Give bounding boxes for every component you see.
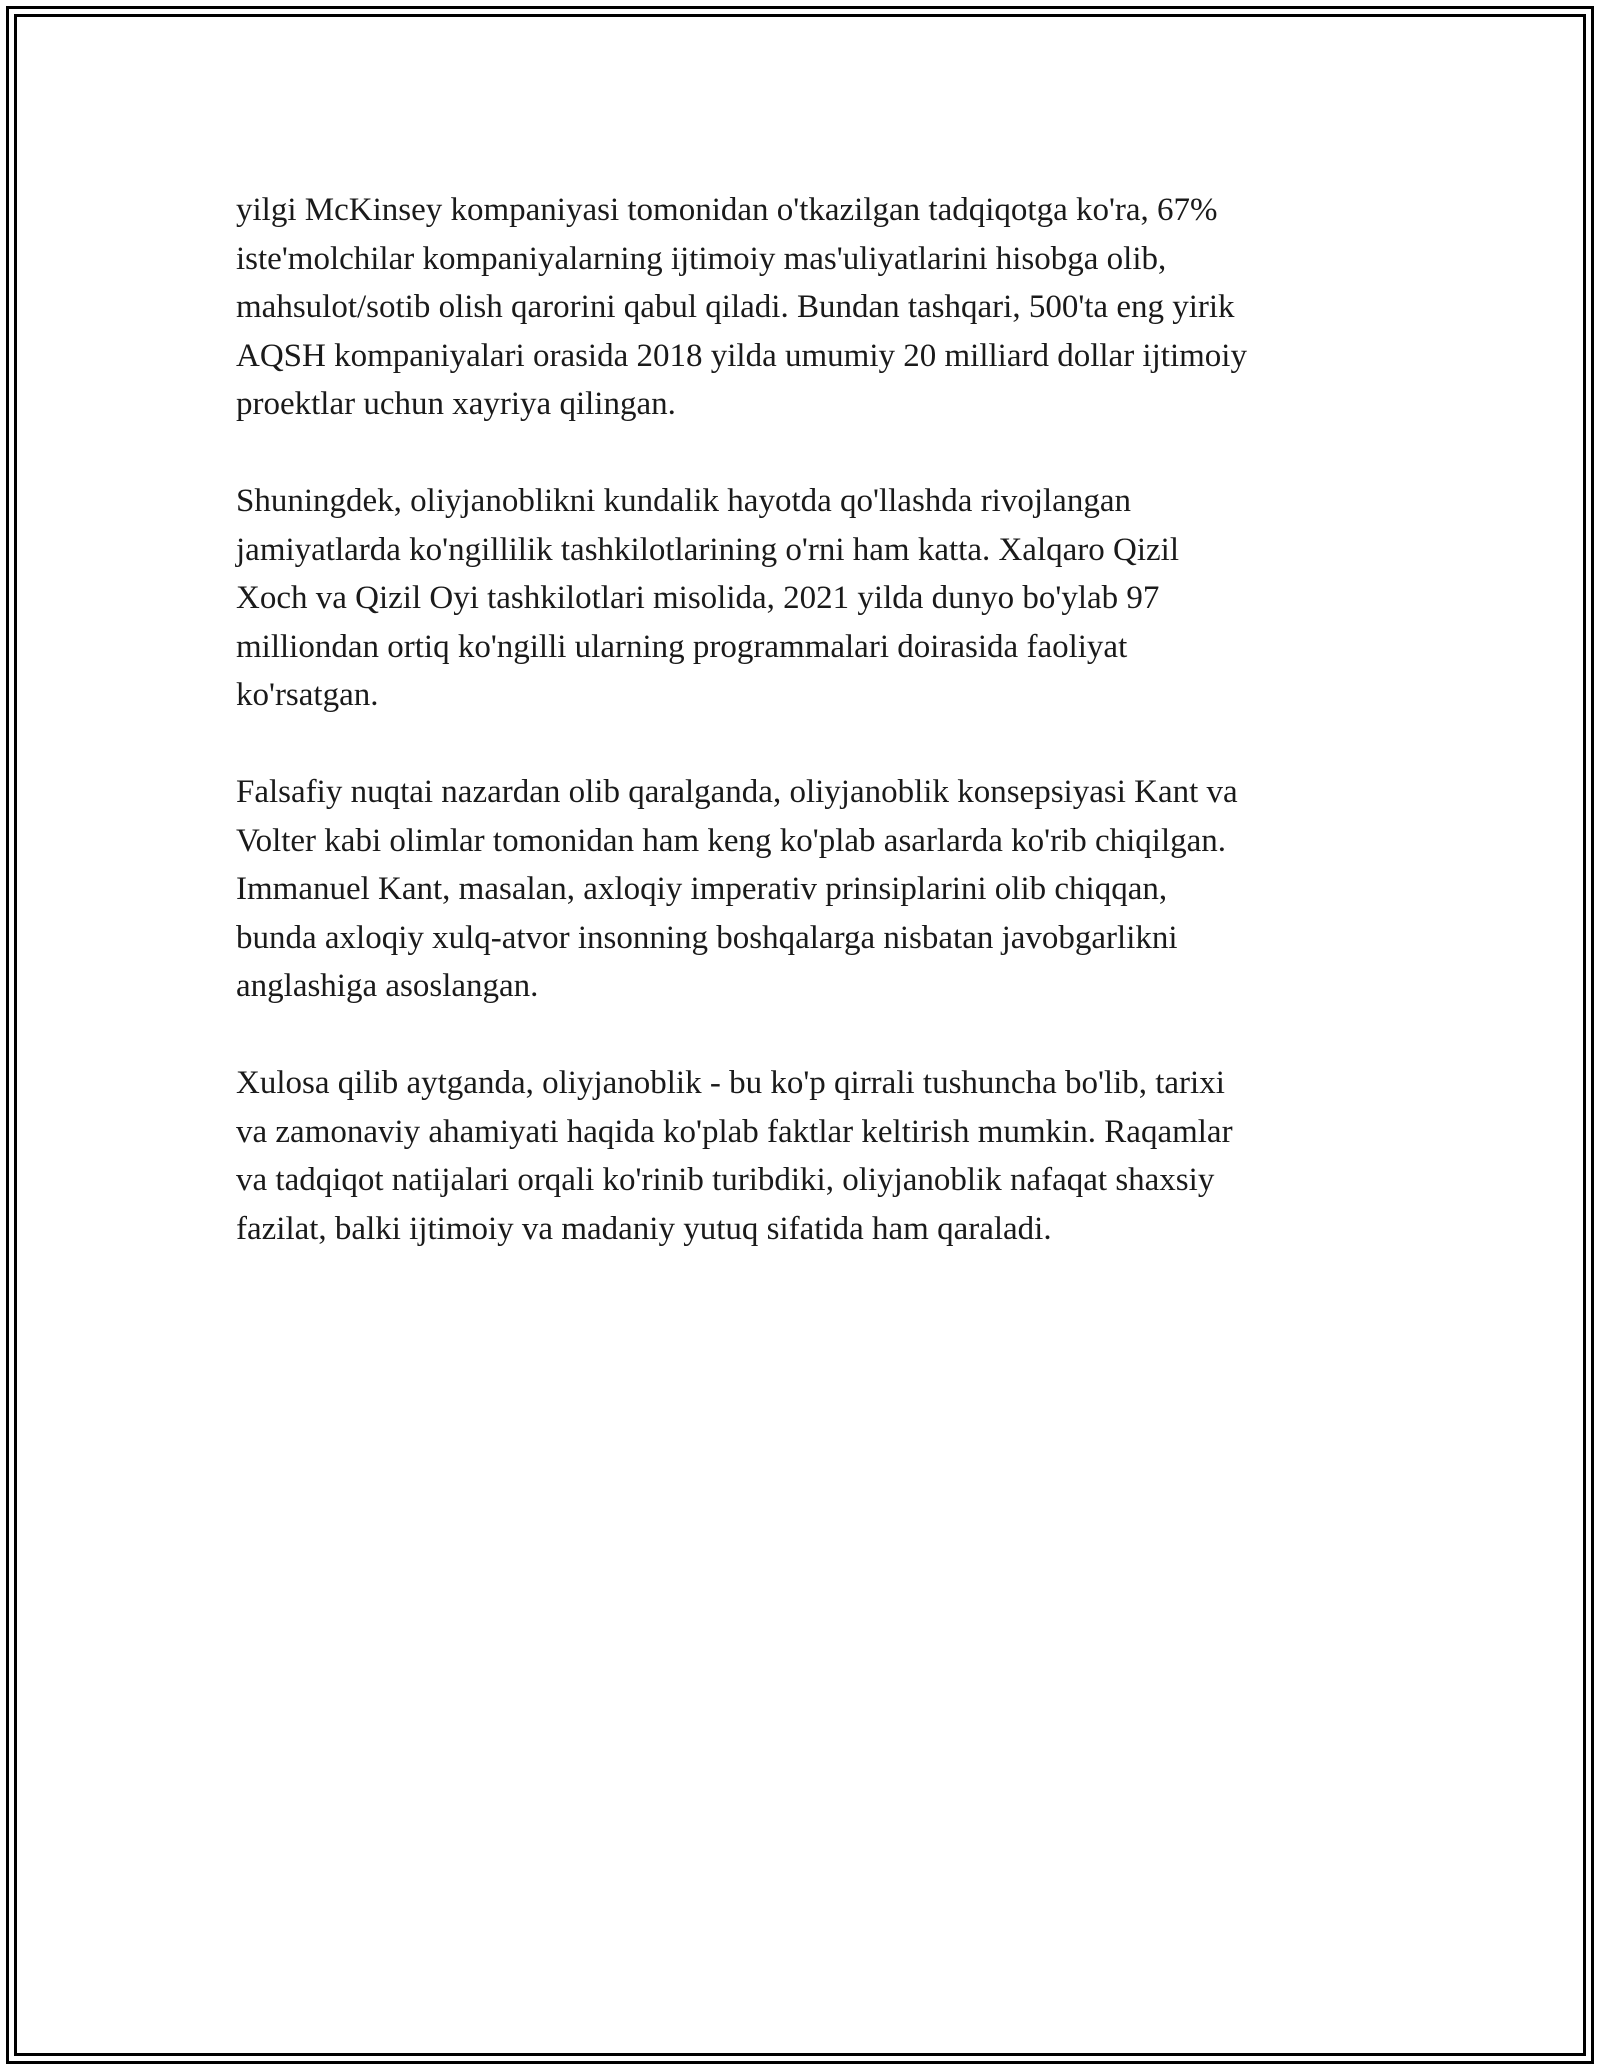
text-line: proektlar uchun xayriya qilingan. [236, 386, 676, 422]
text-line: Volter kabi olimlar tomonidan ham keng ko'plab asarlarda ko'rib chiqilgan. [236, 822, 1227, 859]
text-line: bunda axloqiy xulq-atvor insonning boshqalarga nisbatan javobgarlikni [236, 919, 1178, 956]
text-line: va tadqiqot natijalari orqali ko'rinib turibdiki, oliyjanoblik nafaqat shaxsiy [236, 1162, 1215, 1198]
text-line: Falsafiy nuqtai nazardan olib qaralganda, oliyjanoblik konsepsiyasi Kant va [236, 774, 1238, 810]
paragraph-1 [236, 186, 1386, 429]
text-line: iste'molchilar kompaniyalarning ijtimoiy mas'uliyatlarini hisobga olib, [236, 240, 1167, 277]
text-line: Immanuel Kant, masalan, axloqiy imperativ prinsiplarini olib chiqqan, [236, 871, 1168, 907]
text-line: anglashiga asoslangan. [236, 968, 539, 1004]
paragraph-4 [236, 1059, 1386, 1253]
text-line: Shuningdek, oliyjanoblikni kundalik hayotda qo'llashda rivojlangan [236, 483, 1131, 519]
text-line: fazilat, balki ijtimoiy va madaniy yutuq sifatida ham qaraladi. [236, 1210, 1052, 1247]
text-line: milliondan ortiq ko'ngilli ularning programmalari doirasida faoliyat [236, 628, 1128, 665]
text-line: mahsulot/sotib olish qarorini qabul qiladi. Bundan tashqari, 500'ta eng yirik [236, 289, 1235, 325]
paragraph-2 [236, 477, 1386, 720]
document-body [236, 186, 1386, 1302]
text-line: ko'rsatgan. [236, 677, 379, 713]
text-line: Xoch va Qizil Oyi tashkilotlari misolida, 2021 yilda dunyo bo'ylab 97 [236, 580, 1160, 616]
text-line: yilgi McKinsey kompaniyasi tomonidan o'tkazilgan tadqiqotga ko'ra, 67% [236, 192, 1218, 228]
text-line: Xulosa qilib aytganda, oliyjanoblik - bu ko'p qirrali tushuncha bo'lib, tarixi [236, 1065, 1225, 1101]
text-line: va zamonaviy ahamiyati haqida ko'plab faktlar keltirish mumkin. Raqamlar [236, 1113, 1233, 1150]
text-line: jamiyatlarda ko'ngillilik tashkilotlarining o'rni ham katta. Xalqaro Qizil [236, 531, 1179, 568]
paragraph-3 [236, 768, 1386, 1011]
text-line: AQSH kompaniyalari orasida 2018 yilda umumiy 20 milliard dollar ijtimoiy [236, 337, 1247, 374]
